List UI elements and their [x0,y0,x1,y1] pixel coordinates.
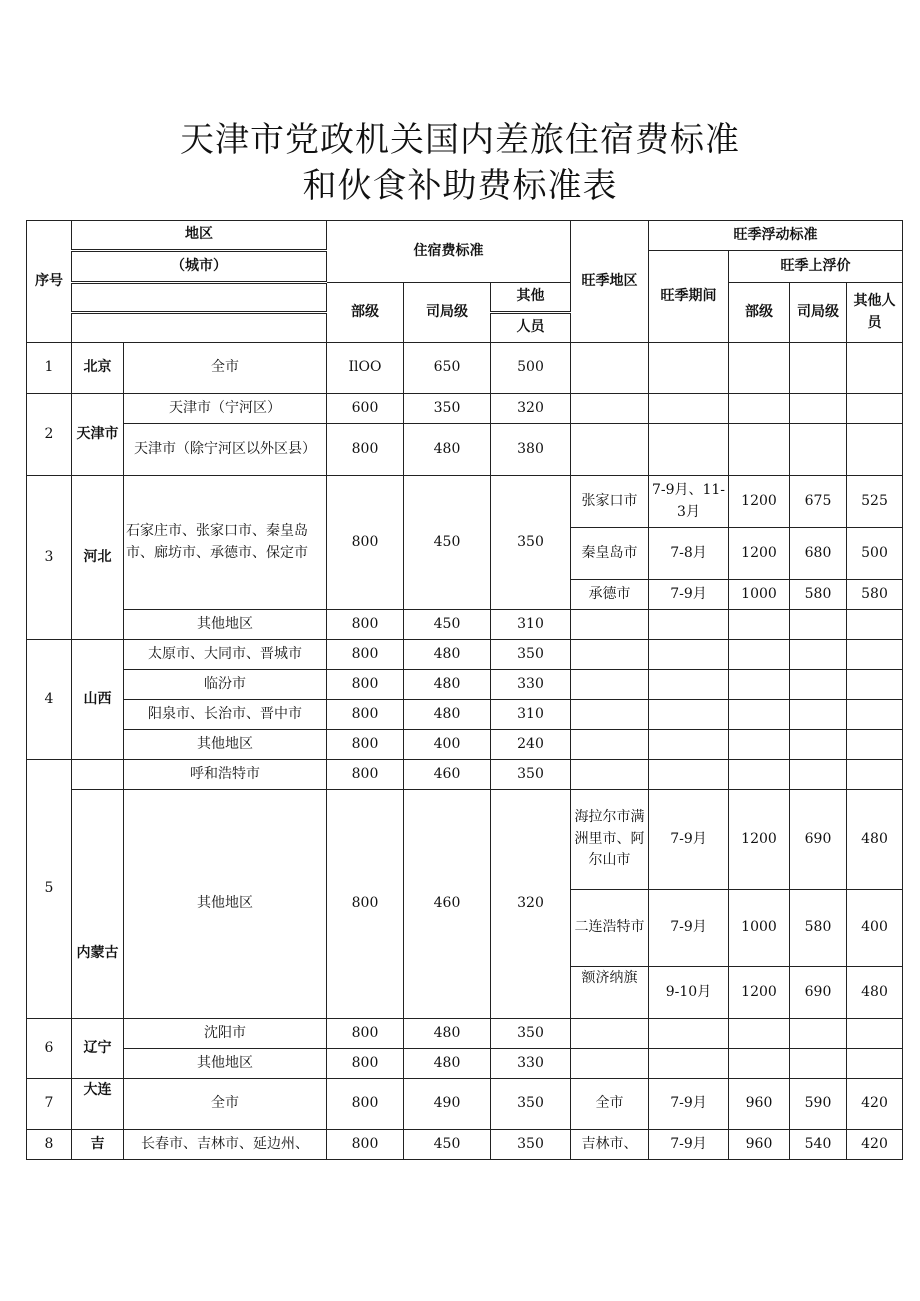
row4a-other: 350 [491,640,571,670]
row8-seq: 8 [27,1130,72,1160]
row3-province: 河北 [72,476,124,640]
row3-peak1-period: 7-9月、11-3月 [649,476,729,528]
row4-city-c: 阳泉市、长治市、晋中市 [124,700,327,730]
row2-province: 天津市 [72,394,124,476]
row4c-ministry: 800 [327,700,404,730]
header-peak-other: 其他人员 [847,283,903,343]
row5-peak2-ministry: 1000 [729,890,790,967]
header-ministry: 部级 [327,283,404,343]
page-title: 天津市党政机关国内差旅住宿费标准 [180,120,740,160]
row4-city-a: 太原市、大同市、晋城市 [124,640,327,670]
row5b-other: 320 [491,790,571,1019]
row8-bureau: 450 [404,1130,491,1160]
row6-city-b: 其他地区 [124,1049,327,1079]
row6a-bureau: 480 [404,1019,491,1049]
row5b-ministry: 800 [327,790,404,1019]
row2-seq: 2 [27,394,72,476]
header-peak-region: 旺季地区 [571,221,649,343]
row5-peak3-region: 额济纳旗 [571,967,649,1019]
header-other-a: 其他 [491,283,571,313]
row3-peak3-region: 承德市 [571,580,649,610]
row5a-bureau: 460 [404,760,491,790]
row2b-ministry: 800 [327,424,404,476]
row7-province: 大连 [72,1079,124,1130]
row1-other: 500 [491,343,571,394]
row3-peak3-ministry: 1000 [729,580,790,610]
row5a-other: 350 [491,760,571,790]
row1-ministry: IlOO [327,343,404,394]
row2b-bureau: 480 [404,424,491,476]
row3-peak2-other: 500 [847,528,903,580]
standards-table [26,220,903,1160]
row5-peak1-bureau: 690 [790,790,847,890]
row8-city: 长春市、吉林市、延边州、 [124,1130,327,1160]
row4-city-d: 其他地区 [124,730,327,760]
row4-seq: 4 [27,640,72,760]
row7-peak-other: 420 [847,1079,903,1130]
row4d-other: 240 [491,730,571,760]
row5-province: 内蒙古 [72,890,124,1019]
row7-city: 全市 [124,1079,327,1130]
row2-city-b: 天津市（除宁河区以外区县） [124,424,327,476]
row4b-bureau: 480 [404,670,491,700]
row3-peak3-bureau: 580 [790,580,847,610]
row5-peak2-other: 400 [847,890,903,967]
header-bureau: 司局级 [404,283,491,343]
row4c-other: 310 [491,700,571,730]
row4a-ministry: 800 [327,640,404,670]
row3b-bureau: 450 [404,610,491,640]
row5-city-b: 其他地区 [124,790,327,1019]
row3-peak2-ministry: 1200 [729,528,790,580]
row2-city-a: 天津市（宁河区） [124,394,327,424]
row2b-other: 380 [491,424,571,476]
row3b-other: 310 [491,610,571,640]
header-seq: 序号 [27,221,72,343]
row3a-bureau: 450 [404,476,491,610]
row2a-bureau: 350 [404,394,491,424]
row5-peak1-other: 480 [847,790,903,890]
row8-ministry: 800 [327,1130,404,1160]
row5-city-a: 呼和浩特市 [124,760,327,790]
row7-peak-bureau: 590 [790,1079,847,1130]
row6-seq: 6 [27,1019,72,1079]
row8-other: 350 [491,1130,571,1160]
row7-seq: 7 [27,1079,72,1130]
row3a-ministry: 800 [327,476,404,610]
row8-province: 吉 [72,1130,124,1160]
row5-peak1-ministry: 1200 [729,790,790,890]
row5-seq: 5 [27,760,72,1019]
row4-city-b: 临汾市 [124,670,327,700]
row8-peak-ministry: 960 [729,1130,790,1160]
row4-province: 山西 [72,640,124,760]
row1-seq: 1 [27,343,72,394]
row4b-other: 330 [491,670,571,700]
header-other-b: 人员 [491,313,571,343]
row3-peak3-period: 7-9月 [649,580,729,610]
row4d-ministry: 800 [327,730,404,760]
row3-city-a: 石家庄市、张家口市、秦皇岛市、廊坊市、承德市、保定市 [124,476,327,610]
row5-peak1-region: 海拉尔市满洲里市、阿尔山市 [571,790,649,890]
row7-peak-ministry: 960 [729,1079,790,1130]
header-peak-period: 旺季期间 [649,251,729,343]
row7-ministry: 800 [327,1079,404,1130]
row3-peak3-other: 580 [847,580,903,610]
header-region: 地区 [72,221,327,251]
row6-city-a: 沈阳市 [124,1019,327,1049]
row7-peak-period: 7-9月 [649,1079,729,1130]
row1-bureau: 650 [404,343,491,394]
row5-peak2-bureau: 580 [790,890,847,967]
header-lodging: 住宿费标准 [327,221,571,283]
row5-province-blank [72,760,124,790]
header-peak-ministry: 部级 [729,283,790,343]
row4c-bureau: 480 [404,700,491,730]
row5-peak3-ministry: 1200 [729,967,790,1019]
header-blank-a [72,283,327,313]
row8-peak-bureau: 540 [790,1130,847,1160]
row5-peak2-region: 二连浩特市 [571,890,649,967]
row7-bureau: 490 [404,1079,491,1130]
header-city: （城市） [72,251,327,283]
page-subtitle: 和伙食补助费标准表 [302,166,618,206]
row5-peak3-other: 480 [847,967,903,1019]
row1-province: 北京 [72,343,124,394]
row5a-ministry: 800 [327,760,404,790]
row3-peak2-period: 7-8月 [649,528,729,580]
row4b-ministry: 800 [327,670,404,700]
row3-peak1-ministry: 1200 [729,476,790,528]
row2a-other: 320 [491,394,571,424]
row5-peak2-period: 7-9月 [649,890,729,967]
row3-city-b: 其他地区 [124,610,327,640]
row5-province-upper [72,790,124,890]
row6b-other: 330 [491,1049,571,1079]
row2a-ministry: 600 [327,394,404,424]
row6a-other: 350 [491,1019,571,1049]
row3-peak1-other: 525 [847,476,903,528]
header-blank-b [72,313,327,343]
row4d-bureau: 400 [404,730,491,760]
header-peak-float: 旺季浮动标准 [649,221,903,251]
row5-peak1-period: 7-9月 [649,790,729,890]
row5b-bureau: 460 [404,790,491,1019]
row6b-ministry: 800 [327,1049,404,1079]
row3-peak2-region: 秦皇岛市 [571,528,649,580]
row8-peak-period: 7-9月 [649,1130,729,1160]
row3-peak1-bureau: 675 [790,476,847,528]
header-peak-up: 旺季上浮价 [729,251,903,283]
row4a-bureau: 480 [404,640,491,670]
row5-peak3-bureau: 690 [790,967,847,1019]
row8-peak-region: 吉林市、 [571,1130,649,1160]
row3-peak1-region: 张家口市 [571,476,649,528]
row6-province: 辽宁 [72,1019,124,1079]
header-peak-bureau: 司局级 [790,283,847,343]
row1-city: 全市 [124,343,327,394]
row6b-bureau: 480 [404,1049,491,1079]
row7-other: 350 [491,1079,571,1130]
row3b-ministry: 800 [327,610,404,640]
row7-peak-region: 全市 [571,1079,649,1130]
row8-peak-other: 420 [847,1130,903,1160]
row6a-ministry: 800 [327,1019,404,1049]
row3-seq: 3 [27,476,72,640]
row3-peak2-bureau: 680 [790,528,847,580]
row5-peak3-period: 9-10月 [649,967,729,1019]
row3a-other: 350 [491,476,571,610]
